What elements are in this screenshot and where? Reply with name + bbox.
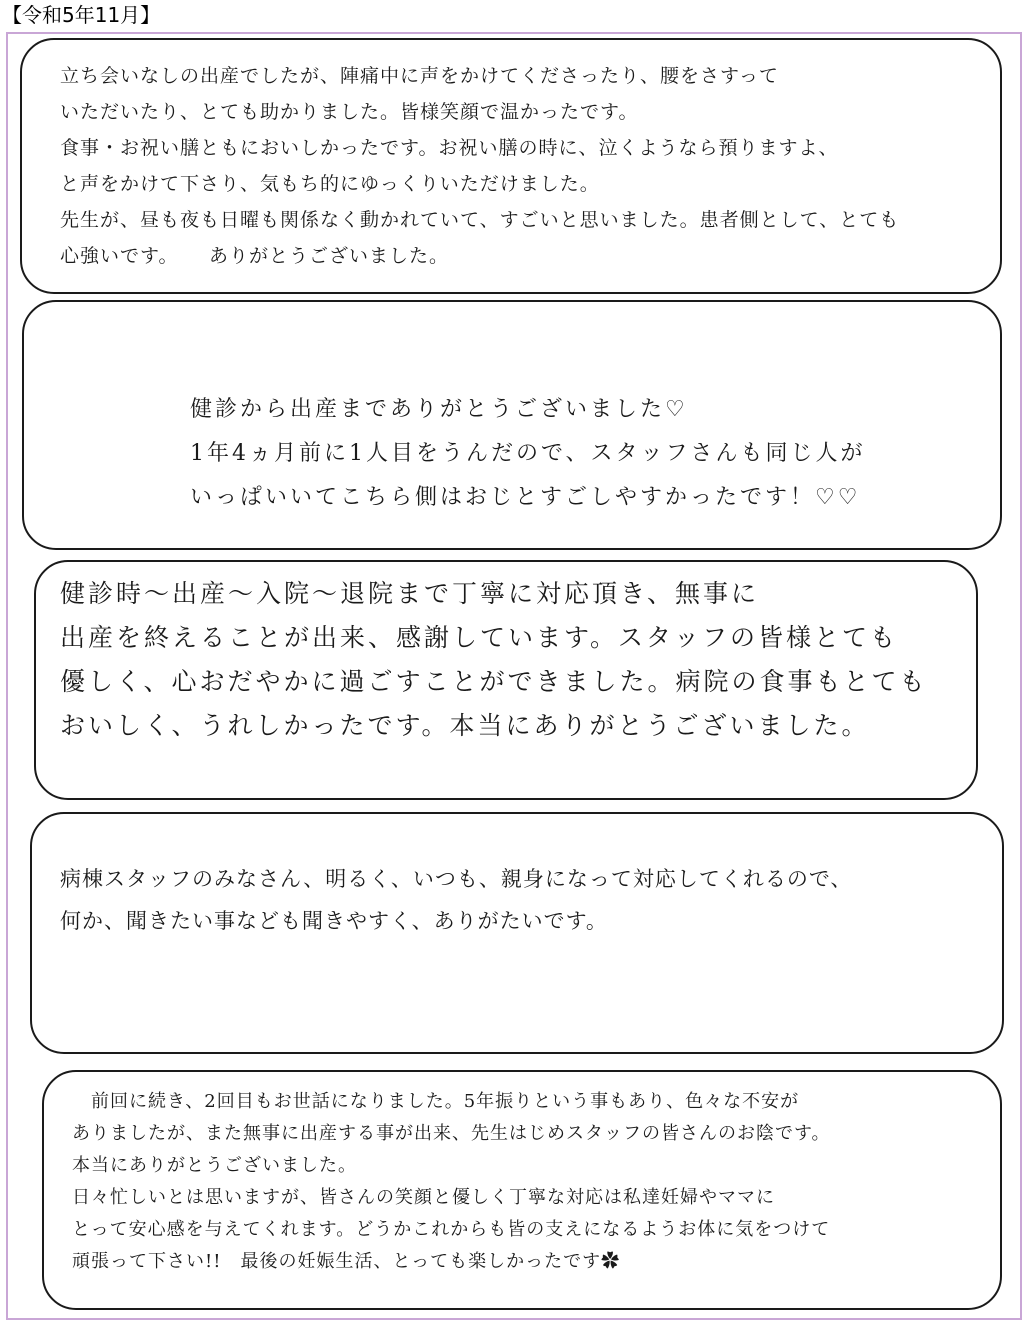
message-card-3 xyxy=(34,560,978,800)
message-card-2 xyxy=(22,300,1002,550)
message-text-2: 健診から出産までありがとうございました♡ 1年4ヵ月前に1人目をうんだので、スタッフさんも同じ人が いっぱいいてこちら側はおじとすごしやすかったです！♡♡ xyxy=(190,397,866,510)
message-text-3: 健診時〜出産〜入院〜退院まで丁寧に対応頂き、無事に 出産を終えることが出来、感謝しています。スタッフの皆様とても 優しく、心おだやかに過ごすことができました。病院の食事もとても おいしく、うれしかったです。本当にありがとうございました。 xyxy=(60,579,928,740)
message-text-1: 立ち会いなしの出産でしたが、陣痛中に声をかけてくださったり、腰をさすって いただいたり、とても助かりました。皆様笑顔で温かったです。 食事・お祝い膳ともにおいしかったです。お祝い膳の時に、泣くようなら預りますよ、 と声をかけて下さり、気もち的にゆっくりいただけました。 先生が、昼も夜も日曜も関係なく動かれていて、すごいと思いました。患者側として、とても 心強いです。 ありがとうございました。 xyxy=(60,65,900,267)
message-card-1 xyxy=(20,38,1002,294)
message-card-4 xyxy=(30,812,1004,1054)
message-card-5 xyxy=(42,1070,1002,1310)
message-text-5: 前回に続き、2回目もお世話になりました。5年振りという事もあり、色々な不安が ありましたが、また無事に出産する事が出来、先生はじめスタッフの皆さんのお陰です。 本当にありがとうございました。 日々忙しいとは思いますが、皆さんの笑顔と優しく丁寧な対応は私達妊婦やママに とって安心感を与えてくれます。どうかこれからも皆の支えになるようお体に気をつけて 頑張って下さい!! 最後の妊娠生活、とっても楽しかったです✿ xyxy=(72,1091,831,1272)
page-title: 【令和5年11月】 xyxy=(2,3,161,27)
message-text-4: 病棟スタッフのみなさん、明るく、いつも、親身になって対応してくれるので、 何か、聞きたい事なども聞きやすく、ありがたいです。 xyxy=(60,867,853,933)
